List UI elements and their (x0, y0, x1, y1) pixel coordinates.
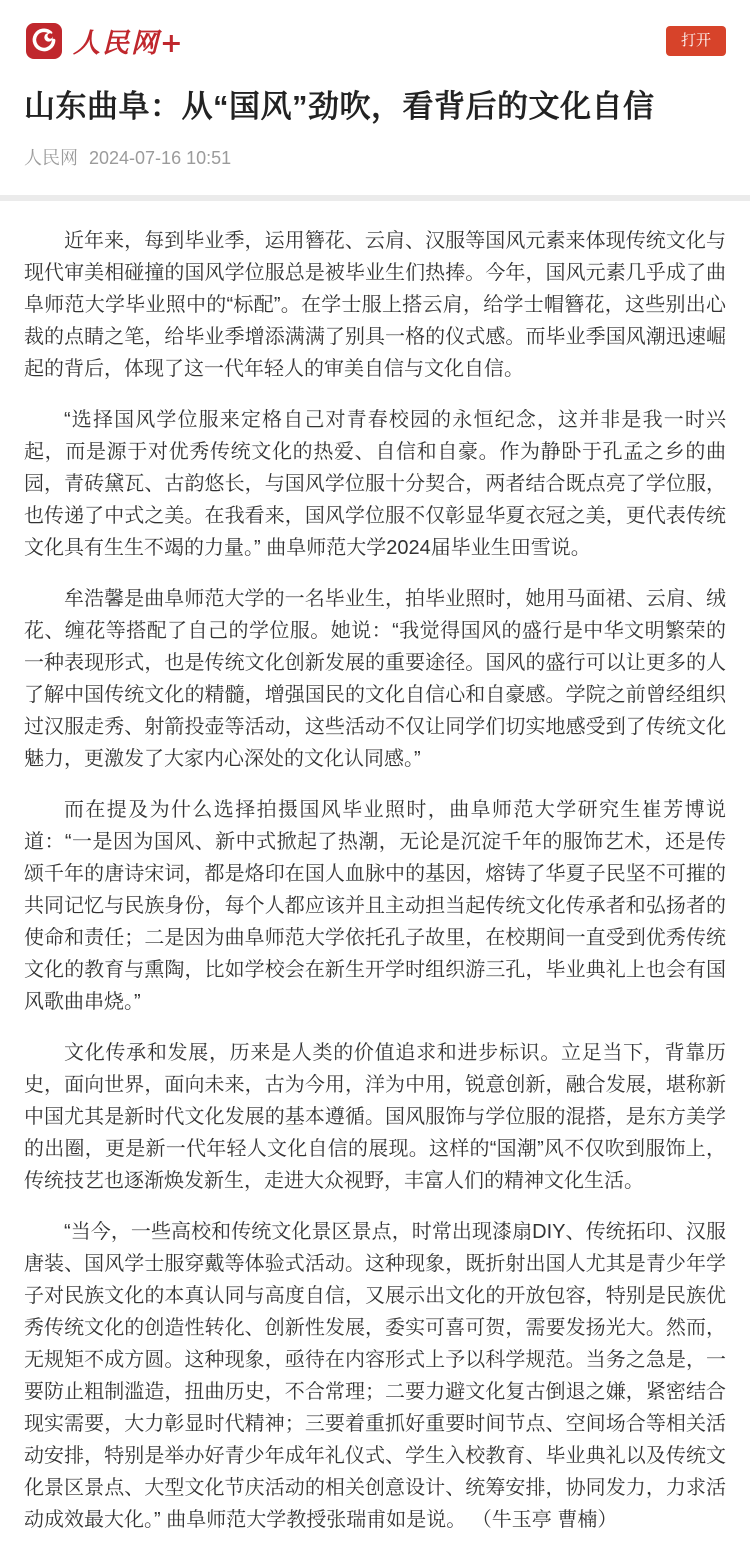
peoples-daily-logo-icon (26, 23, 62, 59)
article-paragraph: 而在提及为什么选择拍摄国风毕业照时，曲阜师范大学研究生崔芳博说道：“一是因为国风、新中式掀起了热潮，无论是沉淀千年的服饰艺术，还是传颂千年的唐诗宋词，都是烙印在国人血脉中的基因，熔铸了华夏子民坚不可摧的共同记忆与民族身份，每个人都应该并且主动担当起传统文化传承者和弘扬者的使命和责任；二是因为曲阜师范大学依托孔子故里，在校期间一直受到优秀传统文化的教育与熏陶，比如学校会在新生开学时组织游三孔，毕业典礼上也会有国风歌曲串烧。” (24, 798, 726, 1013)
article-body (0, 201, 750, 1559)
brand-link[interactable] (26, 21, 185, 60)
article-title: 山东曲阜：从“国风”劲吹，看背后的文化自信 (24, 89, 655, 124)
article-paragraph: “当今，一些高校和传统文化景区景点，时常出现漆扇DIY、传统拓印、汉服唐装、国风学士服穿戴等体验式活动。这种现象，既折射出国人尤其是青少年学子对民族文化的本真认同与高度自信，又展示出文化的开放包容，特别是民族优秀传统文化的创造性转化、创新性发展，委实可喜可贺，需要发扬光大。然而，无规矩不成方圆。这种现象，亟待在内容形式上予以科学规范。当务之急是，一要防止粗制滥造，扭曲历史，不合常理；二要力避文化复古倒退之嫌，紧密结合现实需要，大力彰显时代精神；三要着重抓好重要时间节点、空间场合等相关活动安排，特别是举办好青少年成年礼仪式、学生入校教育、毕业典礼以及传统文化景区景点、大型文化节庆活动的相关创意设计、统筹安排，协同发力，力求活动成效最大化。” 曲阜师范大学教授张瑞甫如是说。 （牛玉亭 曹楠） (24, 1220, 726, 1531)
open-app-button[interactable]: 打开 (666, 26, 726, 56)
article-paragraph: 牟浩馨是曲阜师范大学的一名毕业生，拍毕业照时，她用马面裙、云肩、绒花、缠花等搭配了自己的学位服。她说：“我觉得国风的盛行是中华文明繁荣的一种表现形式，也是传统文化创新发展的重要途径。国风的盛行可以让更多的人了解中国传统文化的精髓，增强国民的文化自信心和自豪感。学院之前曾经组织过汉服走秀、射箭投壶等活动，这些活动不仅让同学们切实地感受到了传统文化魅力，更激发了大家内心深处的文化认同感。” (24, 587, 726, 770)
app-name: 人民网+ (73, 28, 185, 59)
article-paragraph: 近年来，每到毕业季，运用簪花、云肩、汉服等国风元素来体现传统文化与现代审美相碰撞的国风学位服总是被毕业生们热捧。今年，国风元素几乎成了曲阜师范大学毕业照中的“标配”。在学士服上搭云肩，给学士帽簪花，这些别出心裁的点睛之笔，给毕业季增添满满了别具一格的仪式感。而毕业季国风潮迅速崛起的背后，体现了这一代年轻人的审美自信与文化自信。 (24, 229, 726, 380)
article-byline (24, 144, 726, 170)
article-timestamp: 2024-07-16 10:51 (89, 147, 232, 168)
app-banner (0, 0, 750, 60)
article-paragraph: 文化传承和发展，历来是人类的价值追求和进步标识。立足当下，背靠历史，面向世界，面向未来，古为今用，洋为中用，锐意创新，融合发展，堪称新中国尤其是新时代文化发展的基本遵循。国风服饰与学位服的混搭，是东方美学的出圈，更是新一代年轻人文化自信的展现。这样的“国潮”风不仅吹到服饰上，传统技艺也逐渐焕发新生，走进大众视野，丰富人们的精神文化生活。 (24, 1041, 726, 1192)
article-paragraph: “选择国风学位服来定格自己对青春校园的永恒纪念，这并非是我一时兴起，而是源于对优秀传统文化的热爱、自信和自豪。作为静卧于孔孟之乡的曲园，青砖黛瓦、古韵悠长，与国风学位服十分契合，两者结合既点亮了学位服，也传递了中式之美。在我看来，国风学位服不仅彰显华夏衣冠之美，更代表传统文化具有生生不竭的力量。” 曲阜师范大学2024届毕业生田雪说。 (24, 408, 726, 559)
article-source: 人民网 (24, 147, 78, 168)
